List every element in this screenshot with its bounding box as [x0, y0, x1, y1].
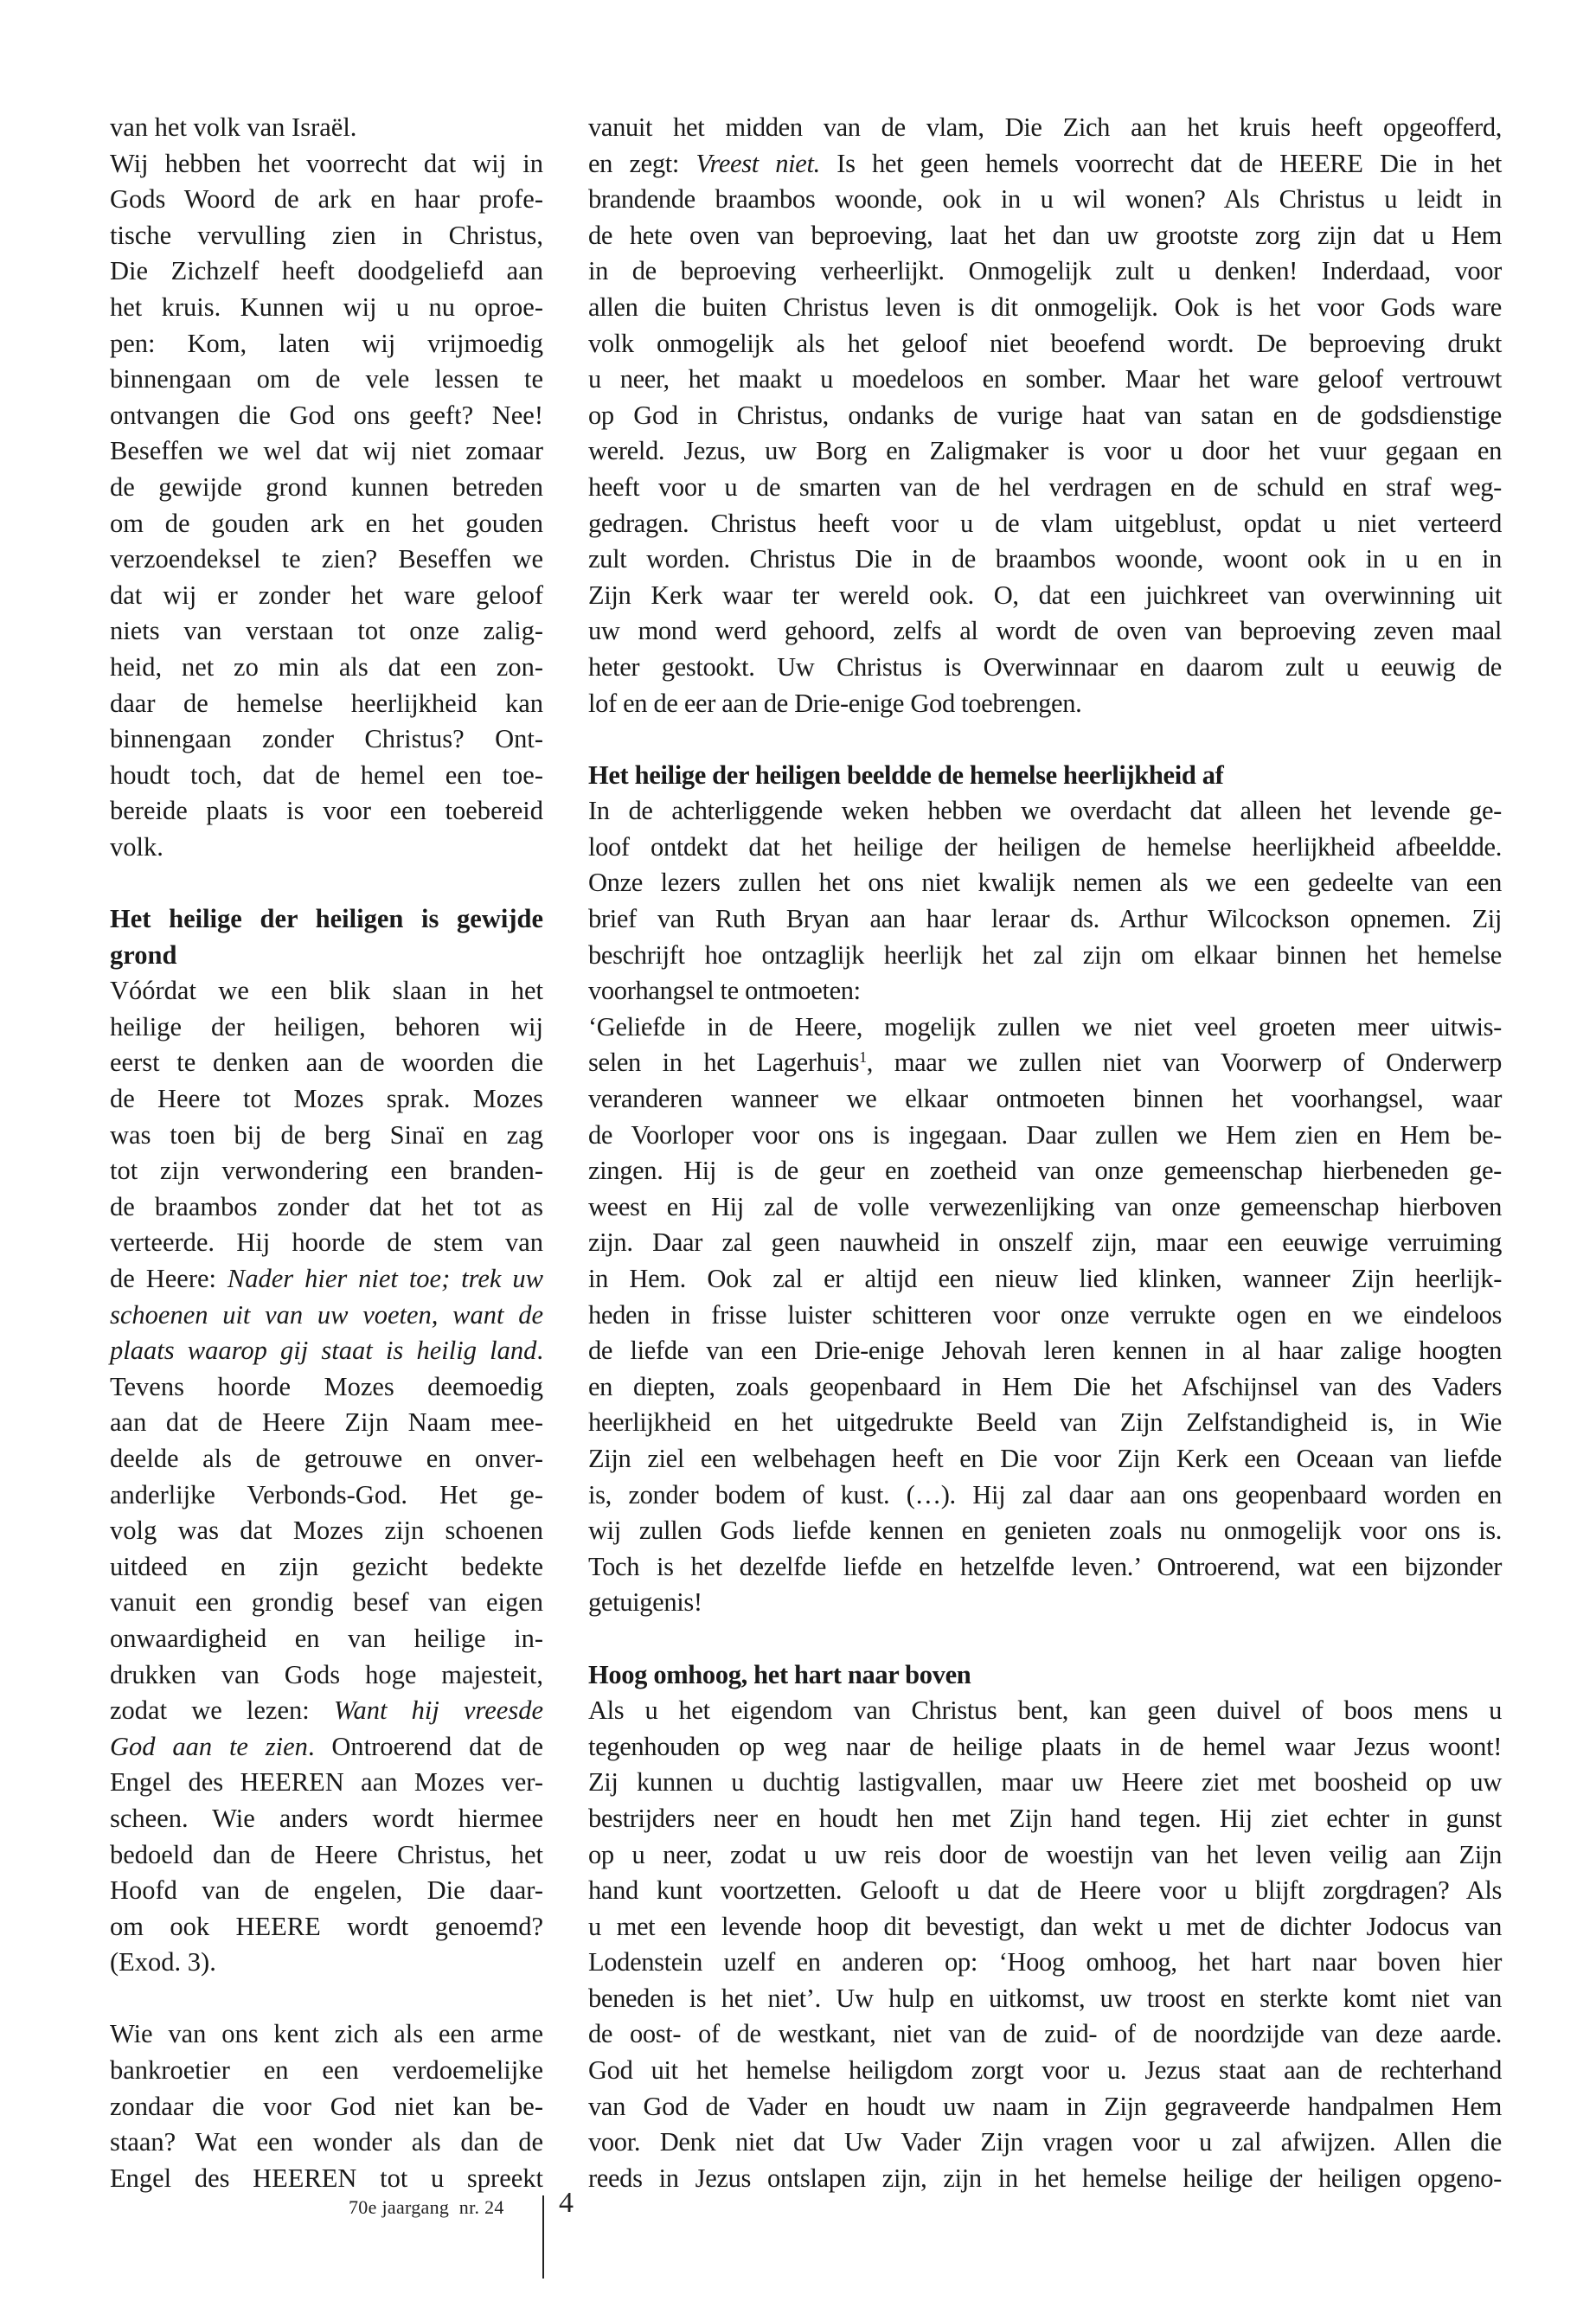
text-line: dat wij er zonder het ware geloof [110, 580, 543, 610]
text-line: wij zullen Gods liefde kennen en genieten zoals nu onmogelijk voor ons is. [588, 1516, 1502, 1546]
text-line: om de gouden ark en het gouden [110, 508, 543, 538]
text-line: Toch is het dezelfde liefde en hetzelfde leven.’ Ontroerend, wat een bijzonder [588, 1551, 1502, 1581]
text-line: op God in Christus, ondanks de vurige haat van satan en de godsdienstige [588, 400, 1502, 430]
text-line: op u neer, zodat u uw reis door de woestijn van het leven veilig aan Zijn [588, 1839, 1502, 1869]
text-line: de Voorloper voor ons is ingegaan. Daar zullen we Hem zien en Hem be- [588, 1119, 1502, 1150]
letter-quote [588, 1009, 1502, 1621]
text-line: in de beproeving verheerlijkt. Onmogelijk zult u denken! Inderdaad, voor [588, 256, 1502, 286]
paragraph-gap [588, 721, 1502, 758]
text-line: is, zonder bodem of kust. (…). Hij zal daar aan ons geopenbaard worden en [588, 1479, 1502, 1509]
issue-label: 70e jaargang nr. 24 [349, 2196, 504, 2218]
text-line: volk onmogelijk als het geloof niet beoefend wordt. De beproeving drukt [588, 328, 1502, 358]
left-column [110, 110, 543, 2196]
text-line: voorhangsel te ontmoeten: [588, 976, 861, 1006]
scripture-quote: Nader hier niet toe; trek uw [227, 1264, 543, 1293]
text-line: brief van Ruth Bryan aan haar leraar ds. Arthur Wilcockson opnemen. Zij [588, 904, 1502, 934]
text-run: . [536, 1336, 543, 1366]
text-line: tegenhouden op weg naar de heilige plaats in de hemel waar Jezus woont! [588, 1731, 1502, 1761]
text-line: u met een levende hoop dit bevestigt, dan wekt u met de dichter Jodocus van [588, 1911, 1502, 1941]
text-line [588, 146, 1502, 183]
heading-line: Het heilige der heiligen is gewijde [110, 904, 543, 934]
text-line: de hete oven van beproeving, laat het dan uw grootste zorg zijn dat u Hem [588, 220, 1502, 250]
text-line: volg was dat Mozes zijn schoenen [110, 1516, 543, 1546]
text-line: Tevens hoorde Mozes deemoedig [110, 1371, 543, 1401]
text-line: lof en de eer aan de Drie-enige God toebrengen. [588, 688, 1082, 718]
section-heading: Hoog omhoog, het hart naar boven [588, 1659, 971, 1689]
text-line: veranderen wanneer we elkaar ontmoeten binnen het voorhangsel, waar [588, 1084, 1502, 1114]
text-line: voor. Denk niet dat Uw Vader Zijn vragen voor u zal afwijzen. Allen die [588, 2127, 1502, 2157]
text-run: . Ontroerend dat de [307, 1731, 544, 1761]
text-line: loof ontdekt dat het heilige der heiligen de hemelse heerlijkheid afbeeldde. [588, 831, 1502, 862]
text-line: gedragen. Christus heeft voor u de vlam uitgeblust, opdat u niet verteerd [588, 508, 1502, 538]
text-line: de braambos zonder dat het tot as [110, 1191, 543, 1221]
text-line: Onze lezers zullen het ons niet kwalijk nemen als we een gedeelte van een [588, 868, 1502, 898]
paragraph [110, 2016, 543, 2196]
text-line: Wie van ons kent zich als een arme [110, 2019, 543, 2049]
text-run: zodat we lezen: [110, 1695, 334, 1726]
text-line: Die Zichzelf heeft doodgeliefd aan [110, 256, 543, 286]
text-line: Zijn Kerk waar ter wereld ook. O, dat een juichkreet van overwinning uit [588, 580, 1502, 610]
text-line: getuigenis! [588, 1587, 702, 1618]
text-line: weest en Hij zal de volle verwezenlijking van onze gemeenschap hierboven [588, 1191, 1502, 1221]
text-run: , maar we zullen niet van Voorwerp of Onderwerp [866, 1048, 1502, 1078]
paragraph [110, 146, 543, 866]
scripture-quote: plaats waarop gij staat is heilig land [110, 1336, 537, 1366]
text-line: allen die buiten Christus leven is dit onmogelijk. Ook is het voor Gods ware [588, 292, 1502, 322]
text-run: selen in het Lagerhuis [588, 1048, 860, 1078]
text-line: deelde als de getrouwe en onver- [110, 1443, 543, 1473]
footer-divider [542, 2195, 544, 2279]
text-line: heeft voor u de smarten van de hel verdragen en de schuld en straf weg- [588, 471, 1502, 502]
text-line: staan? Wat een wonder als dan de [110, 2127, 543, 2157]
text-line: Zijn ziel een welbehagen heeft en Die voor Zijn Kerk een Oceaan van liefde [588, 1443, 1502, 1473]
text-line: Als u het eigendom van Christus bent, kan geen duivel of boos mens u [588, 1695, 1502, 1726]
page-number: 4 [559, 2187, 574, 2219]
text-run: Is het geen hemels voorrecht dat de HEERE Die in het [819, 148, 1502, 178]
text-line: In de achterliggende weken hebben we overdacht dat alleen het levende ge- [588, 796, 1502, 826]
footnote-marker: 1 [859, 1048, 867, 1067]
section-heading: Het heilige der heiligen beeldde de hemelse heerlijkheid af [588, 760, 1224, 790]
text-line: scheen. Wie anders wordt hiermee [110, 1803, 543, 1833]
paragraph-gap [110, 1981, 543, 2017]
text-line: u neer, het maakt u moedeloos en somber. Maar het ware geloof vertrouwt [588, 364, 1502, 394]
text-line: binnengaan om de vele lessen te [110, 364, 543, 394]
text-line: eerst te denken aan de woorden die [110, 1048, 543, 1078]
text-line: reeds in Jezus ontslapen zijn, zijn in het hemelse heilige der heiligen opgeno- [588, 2163, 1502, 2193]
text-line [110, 1729, 543, 1766]
paragraph [588, 793, 1502, 1009]
text-line: pen: Kom, laten wij vrijmoedig [110, 328, 543, 358]
scripture-quote: God aan te zien [110, 1731, 308, 1761]
text-line: zingen. Hij is de geur en zoetheid van onze gemeenschap hierbeneden ge- [588, 1156, 1502, 1186]
text-line: heerlijkheid en het uitgedrukte Beeld van Zijn Zelfstandigheid is, in Wie [588, 1407, 1502, 1438]
text-line: Lodenstein uzelf en anderen op: ‘Hoog omhoog, het hart naar boven hier [588, 1947, 1502, 1977]
paragraph-gap [110, 865, 543, 901]
text-line: tot zijn verwondering een branden- [110, 1156, 543, 1186]
paragraph [110, 110, 543, 146]
text-line: Beseffen we wel dat wij niet zomaar [110, 436, 543, 466]
text-line: van het volk van Israël. [110, 112, 357, 142]
scripture-quote: Vreest niet. [695, 148, 820, 178]
paragraph [110, 973, 543, 1981]
heading-line: grond [110, 939, 177, 970]
text-line [110, 1333, 543, 1369]
text-line: tische vervulling zien in Christus, [110, 220, 543, 250]
text-line: de liefde van een Drie-enige Jehovah leren kennen in al haar zalige hoogten [588, 1336, 1502, 1366]
section-heading [110, 901, 543, 973]
text-line: ontvangen die God ons geeft? Nee! [110, 400, 543, 430]
scripture-quote: schoenen uit van uw voeten, want de [110, 1299, 543, 1330]
text-line: verzoendeksel te zien? Beseffen we [110, 544, 543, 574]
paragraph-gap [588, 1621, 1502, 1657]
text-line: Gods Woord de ark en haar profe- [110, 184, 543, 215]
paragraph [588, 1693, 1502, 2196]
scripture-quote: Want hij vreesde [333, 1695, 543, 1726]
text-line: de gewijde grond kunnen betreden [110, 471, 543, 502]
text-line: God uit het hemelse heiligdom zorgt voor u. Jezus staat aan de rechterhand [588, 2055, 1502, 2086]
text-line: zijn. Daar zal geen nauwheid in onszelf zijn, maar een eeuwige verruiming [588, 1227, 1502, 1258]
text-line: beschrijft hoe ontzaglijk heerlijk het zal zijn om elkaar binnen het hemelse [588, 939, 1502, 970]
text-line: niets van verstaan tot onze zalig- [110, 616, 543, 646]
text-line: vanuit het midden van de vlam, Die Zich aan het kruis heeft opgeofferd, [588, 112, 1502, 142]
text-line: Vóórdat we een blik slaan in het [110, 976, 543, 1006]
text-line: brandende braambos woonde, ook in u wil wonen? Als Christus u leidt in [588, 184, 1502, 215]
text-line: beneden is het niet’. Uw hulp en uitkomst, uw troost en sterkte komt niet van [588, 1983, 1502, 2013]
text-line: zult worden. Christus Die in de braambos woonde, woont ook in u en in [588, 544, 1502, 574]
text-line: aan dat de Heere Zijn Naam mee- [110, 1407, 543, 1438]
text-line: houdt toch, dat de hemel een toe- [110, 760, 543, 790]
text-line: uw mond werd gehoord, zelfs al wordt de oven van beproeving zeven maal [588, 616, 1502, 646]
text-line: daar de hemelse heerlijkheid kan [110, 688, 543, 718]
text-line: Wij hebben het voorrecht dat wij in [110, 148, 543, 178]
text-line: heilige der heiligen, behoren wij [110, 1011, 543, 1042]
text-line: vanuit een grondig besef van eigen [110, 1587, 543, 1618]
text-line: drukken van Gods hoge majesteit, [110, 1659, 543, 1689]
text-line: volk. [110, 831, 163, 862]
text-line: Zij kunnen u duchtig lastigvallen, maar uw Heere ziet met boosheid op uw [588, 1767, 1502, 1798]
text-line: het kruis. Kunnen wij u nu oproe- [110, 292, 543, 322]
text-line: binnengaan zonder Christus? Ont- [110, 724, 543, 754]
text-line: was toen bij de berg Sinaï en zag [110, 1119, 543, 1150]
text-line: hand kunt voortzetten. Gelooft u dat de Heere voor u blijft zorgdragen? Als [588, 1875, 1502, 1906]
text-line [110, 1261, 543, 1298]
right-column [588, 110, 1502, 2196]
text-line: wereld. Jezus, uw Borg en Zaligmaker is voor u door het vuur gegaan en [588, 436, 1502, 466]
text-line: Engel des HEEREN aan Mozes ver- [110, 1767, 543, 1798]
text-line: Hoofd van de engelen, Die daar- [110, 1875, 543, 1906]
text-line: bereide plaats is voor een toebereid [110, 796, 543, 826]
text-line [110, 1298, 543, 1334]
text-run: en zegt: [588, 148, 696, 178]
text-line: heid, net zo min als dat een zon- [110, 651, 543, 682]
text-run: de Heere: [110, 1264, 228, 1293]
text-line: verteerde. Hij hoorde de stem van [110, 1227, 543, 1258]
text-line: de Heere tot Mozes sprak. Mozes [110, 1084, 543, 1114]
text-line: Engel des HEEREN tot u spreekt [110, 2163, 543, 2193]
text-line: ‘Geliefde in de Heere, mogelijk zullen we niet veel groeten meer uitwis- [588, 1011, 1502, 1042]
text-line: de oost- of de westkant, niet van de zuid- of de noordzijde van deze aarde. [588, 2019, 1502, 2049]
text-line: anderlijke Verbonds-God. Het ge- [110, 1479, 543, 1509]
paragraph [588, 110, 1502, 721]
text-line: bedoeld dan de Heere Christus, het [110, 1839, 543, 1869]
text-line: van God de Vader en houdt uw naam in Zijn gegraveerde handpalmen Hem [588, 2091, 1502, 2121]
text-line: heden in frisse luister schitteren voor onze verrukte ogen en we eindeloos [588, 1299, 1502, 1330]
text-line: bankroetier en een verdoemelijke [110, 2055, 543, 2086]
text-line [588, 1045, 1502, 1081]
text-line: in Hem. Ook zal er altijd een nieuw lied klinken, wanneer Zijn heerlijk- [588, 1264, 1502, 1293]
text-line: om ook HEERE wordt genoemd? [110, 1911, 543, 1941]
text-line: onwaardigheid en van heilige in- [110, 1623, 543, 1653]
text-line [110, 1693, 543, 1729]
text-line: bestrijders neer en houdt hen met Zijn hand tegen. Hij ziet echter in gunst [588, 1803, 1502, 1833]
text-line: en diepten, zoals geopenbaard in Hem Die het Afschijnsel van des Vaders [588, 1371, 1502, 1401]
text-line: uitdeed en zijn gezicht bedekte [110, 1551, 543, 1581]
text-line: (Exod. 3). [110, 1947, 216, 1977]
text-line: zondaar die voor God niet kan be- [110, 2091, 543, 2121]
text-line: heter gestookt. Uw Christus is Overwinnaar en daarom zult u eeuwig de [588, 651, 1502, 682]
